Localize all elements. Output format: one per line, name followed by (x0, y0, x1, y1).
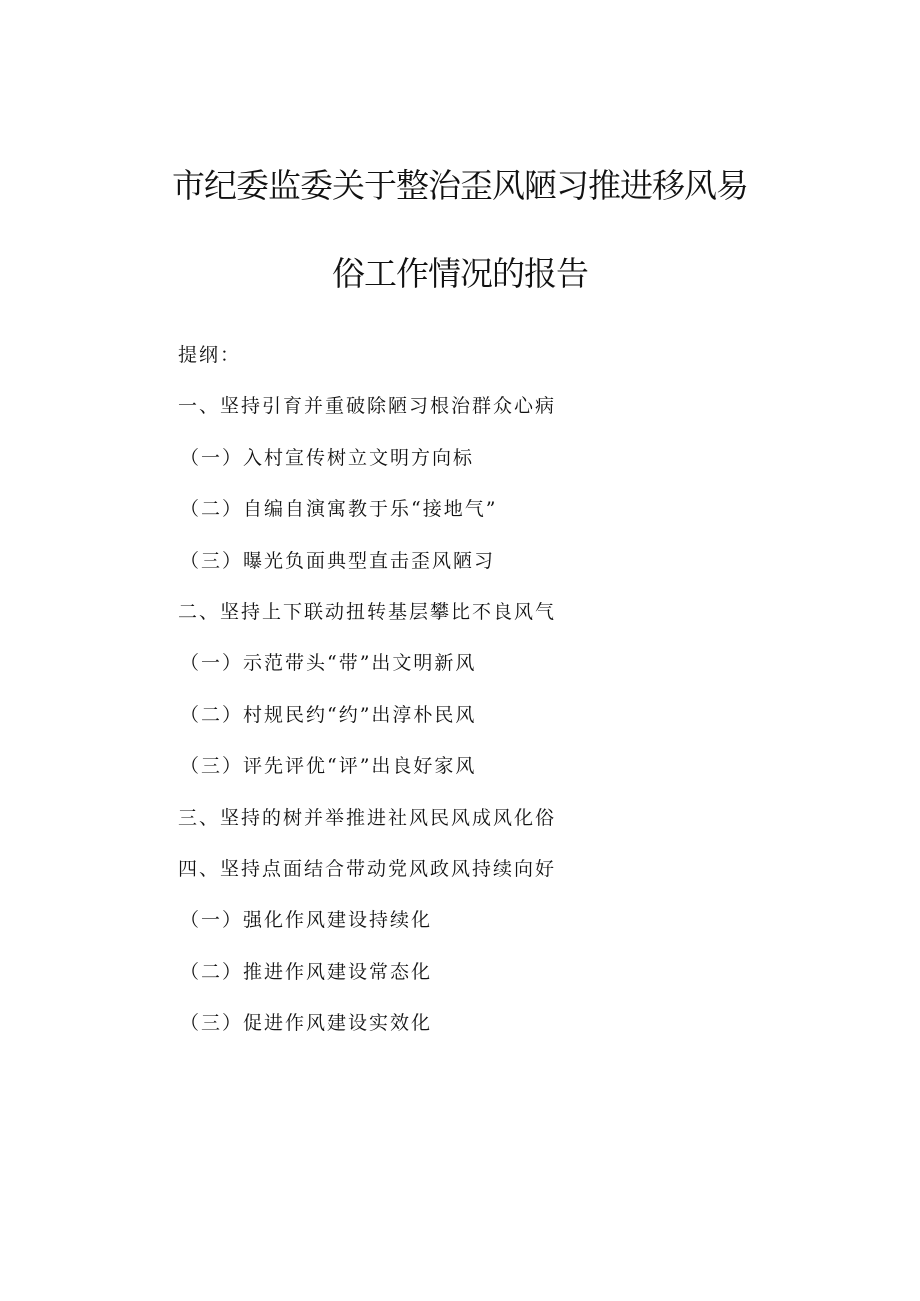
outline-heading: 二、坚持上下联动扭转基层攀比不良风气 (178, 600, 557, 623)
document-title-line-1: 市纪委监委关于整治歪风陋习推进移风易 (172, 166, 748, 205)
outline-heading: 三、坚持的树并举推进社风民风成风化俗 (178, 806, 557, 829)
outline-subheading: （三）曝光负面典型直击歪风陋习 (180, 549, 496, 572)
outline-subheading: （三）促进作风建设实效化 (180, 1012, 433, 1035)
outline-subheading: （二）村规民约“约”出淳朴民风 (180, 703, 477, 726)
outline-subheading: （一）入村宣传树立文明方向标 (180, 446, 475, 469)
outline-subheading: （二）自编自演寓教于乐“接地气” (180, 498, 498, 521)
outline-label: 提纲： (178, 344, 242, 366)
outline-heading: 四、坚持点面结合带动党风政风持续向好 (178, 857, 557, 880)
outline-subheading: （二）推进作风建设常态化 (180, 960, 433, 983)
outline-subheading: （一）强化作风建设持续化 (180, 909, 433, 932)
document-title-line-2: 俗工作情况的报告 (332, 254, 588, 293)
outline-subheading: （三）评先评优“评”出良好家风 (180, 755, 477, 778)
outline-heading: 一、坚持引育并重破除陋习根治群众心病 (178, 395, 557, 418)
outline-subheading: （一）示范带头“带”出文明新风 (180, 652, 477, 675)
outline-section (178, 340, 818, 1059)
